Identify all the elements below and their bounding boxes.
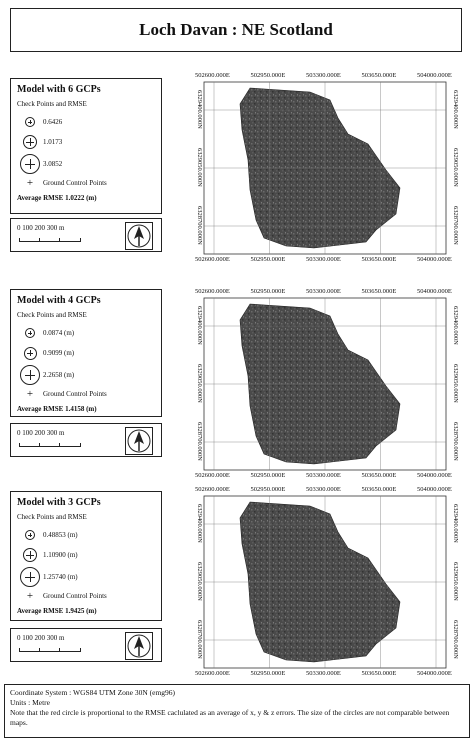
checkpoint-circle-icon [23, 135, 37, 149]
legend-subtitle: Check Points and RMSE [17, 513, 87, 521]
checkpoint-value: 2.2658 (m) [43, 371, 75, 379]
scale-bar-label: 0 100 200 300 m [17, 429, 65, 437]
checkpoint-row [17, 152, 155, 176]
northing-label: 6328700.000N [452, 620, 459, 659]
average-rmse: Average RMSE 1.0222 (m) [17, 194, 97, 202]
northing-label: 6329050.000N [452, 148, 459, 187]
gcp-label: Ground Control Points [43, 592, 107, 600]
easting-label: 504000.000E [417, 72, 452, 79]
easting-label: 503650.000E [361, 256, 397, 263]
map-canvas [190, 484, 460, 680]
easting-label: 502950.000E [250, 486, 286, 493]
checkpoint-row [17, 343, 155, 363]
map-title [10, 8, 462, 52]
scale-north-box-3 [10, 628, 162, 662]
northing-label: 6329400.000N [196, 90, 203, 129]
note-text: Note that the red circle is proportional to the RMSE caclulated as an average of x, y & z errors. The size of the circles are not comparable between maps. [10, 708, 450, 728]
legend-panel-3 [10, 491, 162, 621]
easting-label: 503300.000E [306, 670, 341, 677]
northing-label: 6329050.000N [196, 562, 203, 601]
ground-control-point-icon: + [26, 387, 34, 400]
checkpoint-row [17, 323, 155, 343]
average-rmse: Average RMSE 1.4158 (m) [17, 405, 97, 413]
checkpoint-circle-icon [25, 328, 35, 338]
easting-label: 504000.000E [417, 670, 452, 677]
northing-label: 6328700.000N [196, 620, 203, 659]
northing-label: 6329400.000N [452, 306, 459, 345]
scale-bar-label: 0 100 200 300 m [17, 224, 65, 232]
checkpoint-value: 0.48853 (m) [43, 531, 78, 539]
legend-title: Model with 3 GCPs [17, 497, 101, 508]
map-title-text: Loch Davan : NE Scotland [139, 20, 333, 39]
legend-title: Model with 6 GCPs [17, 84, 101, 95]
gcp-label: Ground Control Points [43, 179, 107, 187]
easting-label: 502600.000E [195, 486, 230, 493]
easting-label: 504000.000E [417, 486, 452, 493]
easting-label: 502600.000E [195, 256, 230, 263]
northing-label: 6329050.000N [196, 364, 203, 403]
easting-label: 502950.000E [250, 472, 286, 479]
checkpoint-value: 0.9099 (m) [43, 349, 75, 357]
checkpoint-row [17, 363, 155, 387]
easting-label: 502950.000E [250, 670, 286, 677]
easting-label: 503650.000E [361, 670, 397, 677]
checkpoint-row [17, 132, 155, 152]
scale-north-box-1 [10, 218, 162, 252]
easting-label: 503300.000E [306, 72, 341, 79]
ground-control-point-icon: + [26, 176, 34, 189]
legend-panel-1 [10, 78, 162, 214]
checkpoint-row [17, 545, 155, 565]
map-frame-3 [190, 484, 460, 680]
checkpoint-value: 1.25740 (m) [43, 573, 78, 581]
easting-label: 502950.000E [250, 288, 286, 295]
map-canvas [190, 70, 460, 266]
checkpoint-value: 0.0874 (m) [43, 329, 75, 337]
checkpoint-value: 1.0173 [43, 138, 63, 146]
checkpoint-value: 3.0852 [43, 160, 63, 168]
northing-label: 6329400.000N [452, 90, 459, 129]
northing-label: 6328700.000N [452, 206, 459, 245]
northing-label: 6329050.000N [452, 364, 459, 403]
legend-subtitle: Check Points and RMSE [17, 100, 87, 108]
easting-label: 504000.000E [417, 256, 452, 263]
legend-panel-2 [10, 289, 162, 417]
northing-label: 6329050.000N [452, 562, 459, 601]
north-arrow-icon [125, 632, 153, 660]
northing-label: 6329400.000N [196, 306, 203, 345]
north-arrow-icon [125, 222, 153, 250]
scale-bar [19, 443, 81, 447]
easting-label: 503650.000E [361, 288, 397, 295]
checkpoint-circle-icon [25, 117, 35, 127]
easting-label: 502950.000E [250, 72, 286, 79]
easting-label: 504000.000E [417, 288, 452, 295]
gcp-row [17, 589, 155, 603]
coordinate-system-text: Coordinate System : WGS84 UTM Zone 30N (emg96) [10, 688, 176, 697]
legend-subtitle: Check Points and RMSE [17, 311, 87, 319]
easting-label: 503300.000E [306, 486, 341, 493]
map-frame-2 [190, 286, 460, 482]
checkpoint-circle-icon [24, 347, 37, 360]
checkpoint-row [17, 112, 155, 132]
scale-north-box-2 [10, 423, 162, 457]
easting-label: 503650.000E [361, 72, 397, 79]
map-frame-1 [190, 70, 460, 266]
gcp-label: Ground Control Points [43, 390, 107, 398]
easting-label: 503300.000E [306, 472, 341, 479]
checkpoint-circle-icon [20, 154, 40, 174]
gcp-row [17, 176, 155, 190]
easting-label: 502950.000E [250, 256, 286, 263]
northing-label: 6329050.000N [196, 148, 203, 187]
easting-label: 503300.000E [306, 256, 341, 263]
legend-title: Model with 4 GCPs [17, 295, 101, 306]
average-rmse: Average RMSE 1.9425 (m) [17, 607, 97, 615]
northing-label: 6328700.000N [452, 422, 459, 461]
gcp-row [17, 387, 155, 401]
footer-notes [4, 684, 470, 738]
checkpoint-circle-icon [25, 530, 35, 540]
checkpoint-row [17, 565, 155, 589]
northing-label: 6328700.000N [196, 422, 203, 461]
scale-bar [19, 238, 81, 242]
scale-bar [19, 648, 81, 652]
checkpoint-value: 1.10900 (m) [43, 551, 78, 559]
easting-label: 502600.000E [195, 472, 230, 479]
checkpoint-value: 0.6426 [43, 118, 63, 126]
units-text: Units : Metre [10, 698, 50, 708]
north-arrow-icon [125, 427, 153, 455]
easting-label: 503300.000E [306, 288, 341, 295]
easting-label: 502600.000E [195, 288, 230, 295]
checkpoint-row [17, 525, 155, 545]
easting-label: 504000.000E [417, 472, 452, 479]
northing-label: 6328700.000N [196, 206, 203, 245]
scale-bar-label: 0 100 200 300 m [17, 634, 65, 642]
easting-label: 502600.000E [195, 670, 230, 677]
checkpoint-circle-icon [20, 365, 40, 385]
northing-label: 6329400.000N [452, 504, 459, 543]
checkpoint-circle-icon [20, 567, 40, 587]
map-canvas [190, 286, 460, 482]
easting-label: 502600.000E [195, 72, 230, 79]
checkpoint-circle-icon [23, 548, 37, 562]
easting-label: 503650.000E [361, 486, 397, 493]
easting-label: 503650.000E [361, 472, 397, 479]
ground-control-point-icon: + [26, 589, 34, 602]
northing-label: 6329400.000N [196, 504, 203, 543]
